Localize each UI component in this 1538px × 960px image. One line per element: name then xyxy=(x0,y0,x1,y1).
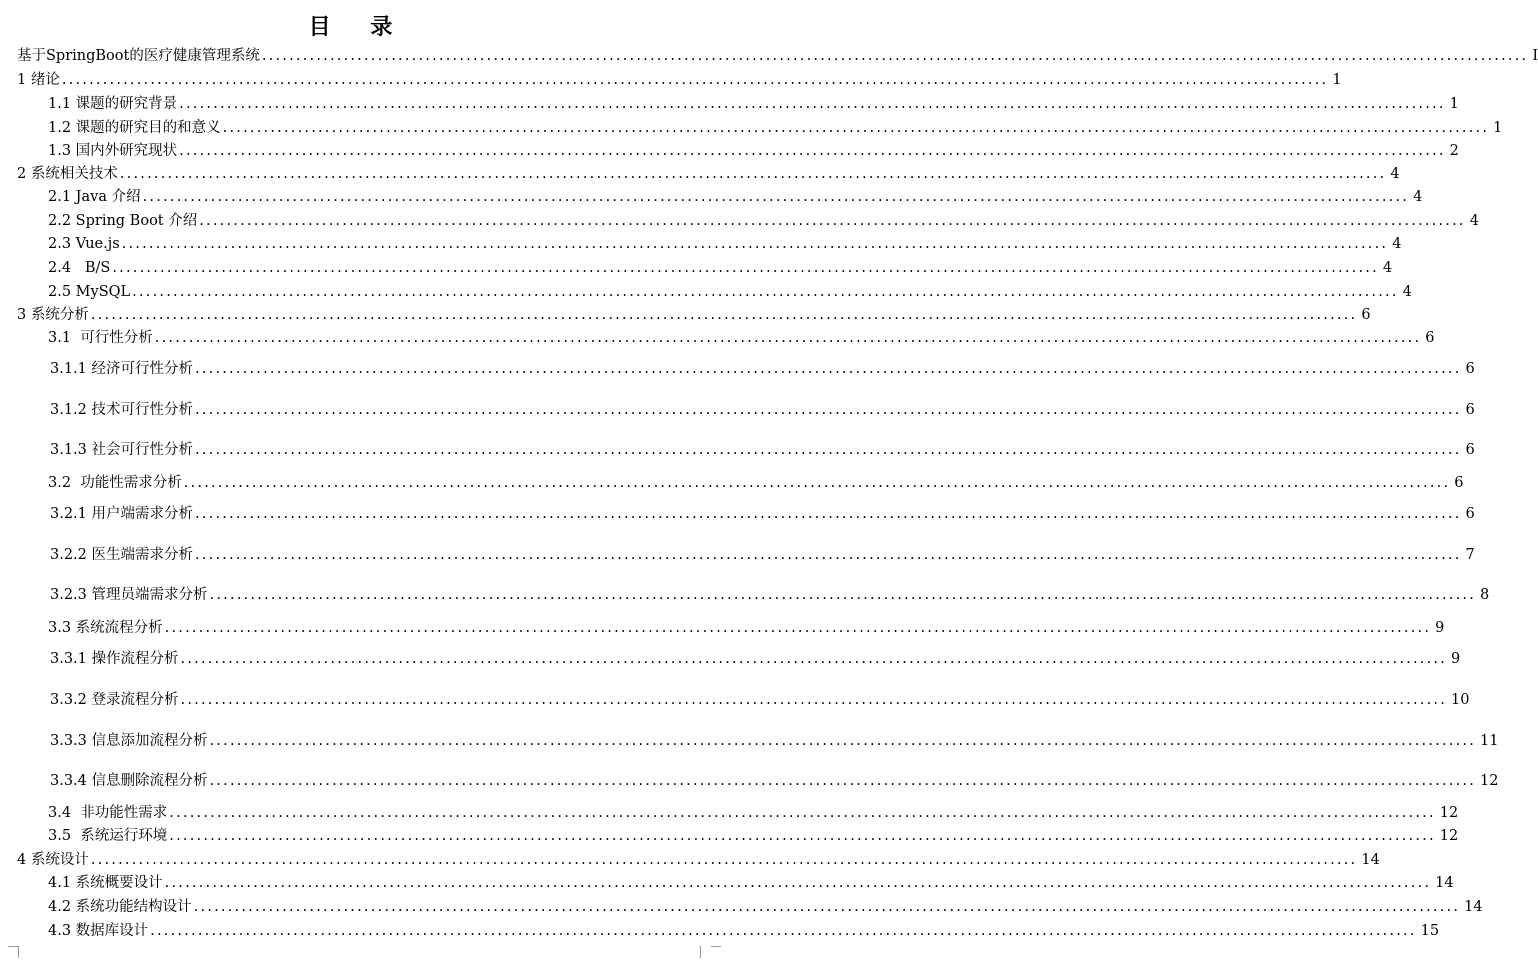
toc-entry-page-number: 6 xyxy=(1425,330,1435,346)
toc-entry[interactable] xyxy=(50,584,1490,606)
toc-entry-label: 3 系统分析 xyxy=(17,307,89,323)
toc-title: 目 录 xyxy=(308,15,409,40)
toc-entry-page-number: 9 xyxy=(1451,651,1461,667)
toc-entry-dot-leader: .......................................................................................................................................................................................... xyxy=(164,875,1432,891)
toc-entry-page-number: 4 xyxy=(1413,189,1423,205)
toc-entry-label: 3.5 系统运行环境 xyxy=(48,828,168,844)
toc-entry[interactable] xyxy=(48,210,1479,232)
toc-entry[interactable] xyxy=(50,689,1470,711)
toc-entry-page-number: 4 xyxy=(1402,284,1412,300)
toc-entry-page-number: 6 xyxy=(1465,402,1475,418)
toc-entry-dot-leader: .......................................................................................................................................................................................... xyxy=(169,828,1436,844)
toc-entry-dot-leader: .......................................................................................................................................................................................... xyxy=(90,852,1358,868)
toc-entry-label: 2.4 B/S xyxy=(48,260,111,276)
toc-entry-page-number: 6 xyxy=(1465,506,1475,522)
page-corner-mark-left xyxy=(8,946,19,958)
toc-entry-dot-leader: .......................................................................................................................................................................................... xyxy=(112,260,1379,276)
toc-entry[interactable] xyxy=(17,69,1342,91)
toc-entry[interactable] xyxy=(48,140,1459,162)
toc-entry-label: 3.2.1 用户端需求分析 xyxy=(50,506,194,522)
toc-entry-label: 4.1 系统概要设计 xyxy=(48,875,163,891)
toc-entry[interactable] xyxy=(50,503,1475,525)
toc-entry-dot-leader: .......................................................................................................................................................................................... xyxy=(61,72,1329,88)
toc-entry-page-number: 2 xyxy=(1449,143,1459,159)
toc-entry-label: 2.1 Java 介绍 xyxy=(48,189,141,205)
toc-entry[interactable] xyxy=(17,45,1538,67)
toc-entry-page-number: 4 xyxy=(1469,213,1479,229)
toc-entry-page-number: 6 xyxy=(1465,442,1475,458)
toc-entry[interactable] xyxy=(48,472,1464,494)
toc-entry[interactable] xyxy=(50,399,1475,421)
toc-entry-page-number: 4 xyxy=(1392,236,1402,252)
toc-entry-dot-leader: .......................................................................................................................................................................................... xyxy=(119,166,1387,182)
toc-entry[interactable] xyxy=(17,304,1371,326)
toc-entry[interactable] xyxy=(48,920,1440,942)
toc-entry-label: 3.3.1 操作流程分析 xyxy=(50,651,179,667)
toc-entry-dot-leader: .......................................................................................................................................................................................... xyxy=(90,307,1358,323)
toc-entry-label: 4.2 系统功能结构设计 xyxy=(48,899,192,915)
toc-entry-page-number: 7 xyxy=(1465,547,1475,563)
toc-entry-dot-leader: .......................................................................................................................................................................................... xyxy=(183,475,1451,491)
toc-entry-label: 基于SpringBoot的医疗健康管理系统 xyxy=(17,48,260,64)
toc-entry-dot-leader: .......................................................................................................................................................................................... xyxy=(179,96,1446,112)
toc-entry-page-number: 11 xyxy=(1480,733,1499,749)
toc-entry-page-number: 4 xyxy=(1382,260,1393,276)
toc-entry-page-number: 8 xyxy=(1480,587,1490,603)
toc-entry-label: 4.3 数据库设计 xyxy=(48,923,149,939)
toc-entry-label: 3.1.3 社会可行性分析 xyxy=(50,442,194,458)
toc-entry-dot-leader: .......................................................................................................................................................................................... xyxy=(261,48,1529,64)
toc-entry[interactable] xyxy=(48,617,1445,639)
toc-entry-page-number: 15 xyxy=(1420,923,1440,939)
toc-entry-label: 1.3 国内外研究现状 xyxy=(48,143,178,159)
page-corner-mark-right xyxy=(700,946,711,958)
toc-entry-dot-leader: .......................................................................................................................................................................................... xyxy=(209,733,1477,749)
toc-entry[interactable] xyxy=(48,117,1503,139)
toc-entry-label: 2.3 Vue.js xyxy=(48,236,120,252)
toc-entry-page-number: 12 xyxy=(1480,773,1499,789)
toc-entry-label: 1 绪论 xyxy=(17,72,60,88)
toc-entry-label: 3.1 可行性分析 xyxy=(48,330,153,346)
toc-entry-page-number: 6 xyxy=(1361,307,1371,323)
toc-entry-page-number: 6 xyxy=(1454,475,1464,491)
toc-entry-page-number: 9 xyxy=(1435,620,1445,636)
toc-entry-dot-leader: .......................................................................................................................................................................................... xyxy=(154,330,1422,346)
toc-entry-page-number: 10 xyxy=(1451,692,1470,708)
toc-entry-dot-leader: .......................................................................................................................................................................................... xyxy=(195,506,1462,522)
toc-entry-label: 2.2 Spring Boot 介绍 xyxy=(48,213,198,229)
toc-entry[interactable] xyxy=(50,770,1499,792)
toc-entry-page-number: 1 xyxy=(1332,72,1342,88)
toc-entry-dot-leader: .......................................................................................................................................................................................... xyxy=(179,143,1446,159)
toc-entry-label: 3.3.2 登录流程分析 xyxy=(50,692,179,708)
toc-entry-page-number: 14 xyxy=(1435,875,1454,891)
toc-entry-page-number: 4 xyxy=(1390,166,1400,182)
toc-entry-page-number: 14 xyxy=(1464,899,1483,915)
toc-entry[interactable] xyxy=(48,327,1435,349)
toc-entry[interactable] xyxy=(48,233,1402,255)
toc-entry-label: 3.2 功能性需求分析 xyxy=(48,475,182,491)
toc-entry-dot-leader: .......................................................................................................................................................................................... xyxy=(209,773,1477,789)
toc-entry[interactable] xyxy=(50,358,1475,380)
toc-entry-page-number: 1 xyxy=(1449,96,1459,112)
toc-entry-page-number: 1 xyxy=(1493,120,1503,136)
toc-entry-label: 3.4 非功能性需求 xyxy=(48,805,168,821)
toc-entry-label: 2 系统相关技术 xyxy=(17,166,118,182)
toc-entry[interactable] xyxy=(48,802,1459,824)
toc-entry-page-number: 14 xyxy=(1361,852,1380,868)
toc-entry[interactable] xyxy=(50,730,1499,752)
toc-entry-dot-leader: .......................................................................................................................................................................................... xyxy=(195,547,1462,563)
toc-entry-label: 3.2.2 医生端需求分析 xyxy=(50,547,194,563)
toc-entry-dot-leader: .......................................................................................................................................................................................... xyxy=(195,442,1462,458)
toc-entry-page-number: 12 xyxy=(1439,828,1459,844)
toc-entry-dot-leader: .......................................................................................................................................................................................... xyxy=(142,189,1410,205)
toc-entry[interactable] xyxy=(50,439,1475,461)
toc-entry-label: 3.1.2 技术可行性分析 xyxy=(50,402,194,418)
toc-entry[interactable] xyxy=(48,896,1483,918)
toc-entry[interactable] xyxy=(48,825,1459,847)
toc-entry-page-number: 6 xyxy=(1465,361,1475,377)
toc-entry-label: 3.3 系统流程分析 xyxy=(48,620,163,636)
toc-entry[interactable] xyxy=(50,648,1461,670)
toc-entry[interactable] xyxy=(48,281,1412,303)
toc-entry-label: 3.2.3 管理员端需求分析 xyxy=(50,587,208,603)
toc-entry-dot-leader: .......................................................................................................................................................................................... xyxy=(199,213,1466,229)
toc-entry[interactable] xyxy=(48,186,1423,208)
toc-entry-dot-leader: .......................................................................................................................................................................................... xyxy=(132,284,1399,300)
toc-entry[interactable] xyxy=(48,257,1393,279)
toc-entry-dot-leader: .......................................................................................................................................................................................... xyxy=(164,620,1432,636)
toc-entry-label: 3.3.4 信息删除流程分析 xyxy=(50,773,208,789)
toc-entry[interactable] xyxy=(17,849,1380,871)
toc-entry-label: 1.1 课题的研究背景 xyxy=(48,96,178,112)
toc-entry-page-number: 12 xyxy=(1439,805,1459,821)
toc-entry-label: 3.1.1 经济可行性分析 xyxy=(50,361,194,377)
toc-entry-dot-leader: .......................................................................................................................................................................................... xyxy=(193,899,1461,915)
toc-entry-dot-leader: .......................................................................................................................................................................................... xyxy=(180,651,1448,667)
toc-entry[interactable] xyxy=(48,872,1454,894)
toc-entry-label: 4 系统设计 xyxy=(17,852,89,868)
toc-entry-dot-leader: .......................................................................................................................................................................................... xyxy=(180,692,1448,708)
toc-entry-label: 3.3.3 信息添加流程分析 xyxy=(50,733,208,749)
toc-entry-dot-leader: .......................................................................................................................................................................................... xyxy=(195,402,1462,418)
toc-entry[interactable] xyxy=(48,93,1459,115)
toc-entry-dot-leader: .......................................................................................................................................................................................... xyxy=(121,236,1389,252)
toc-entry-dot-leader: .......................................................................................................................................................................................... xyxy=(169,805,1436,821)
toc-entry-dot-leader: .......................................................................................................................................................................................... xyxy=(209,587,1477,603)
toc-entry-label: 2.5 MySQL xyxy=(48,284,131,300)
toc-entry-dot-leader: .......................................................................................................................................................................................... xyxy=(195,361,1462,377)
toc-entry[interactable] xyxy=(17,163,1400,185)
toc-entry-page-number: I xyxy=(1532,48,1538,64)
toc-entry[interactable] xyxy=(50,544,1475,566)
toc-entry-dot-leader: .......................................................................................................................................................................................... xyxy=(150,923,1417,939)
toc-entry-label: 1.2 课题的研究目的和意义 xyxy=(48,120,221,136)
toc-entry-dot-leader: .......................................................................................................................................................................................... xyxy=(222,120,1490,136)
